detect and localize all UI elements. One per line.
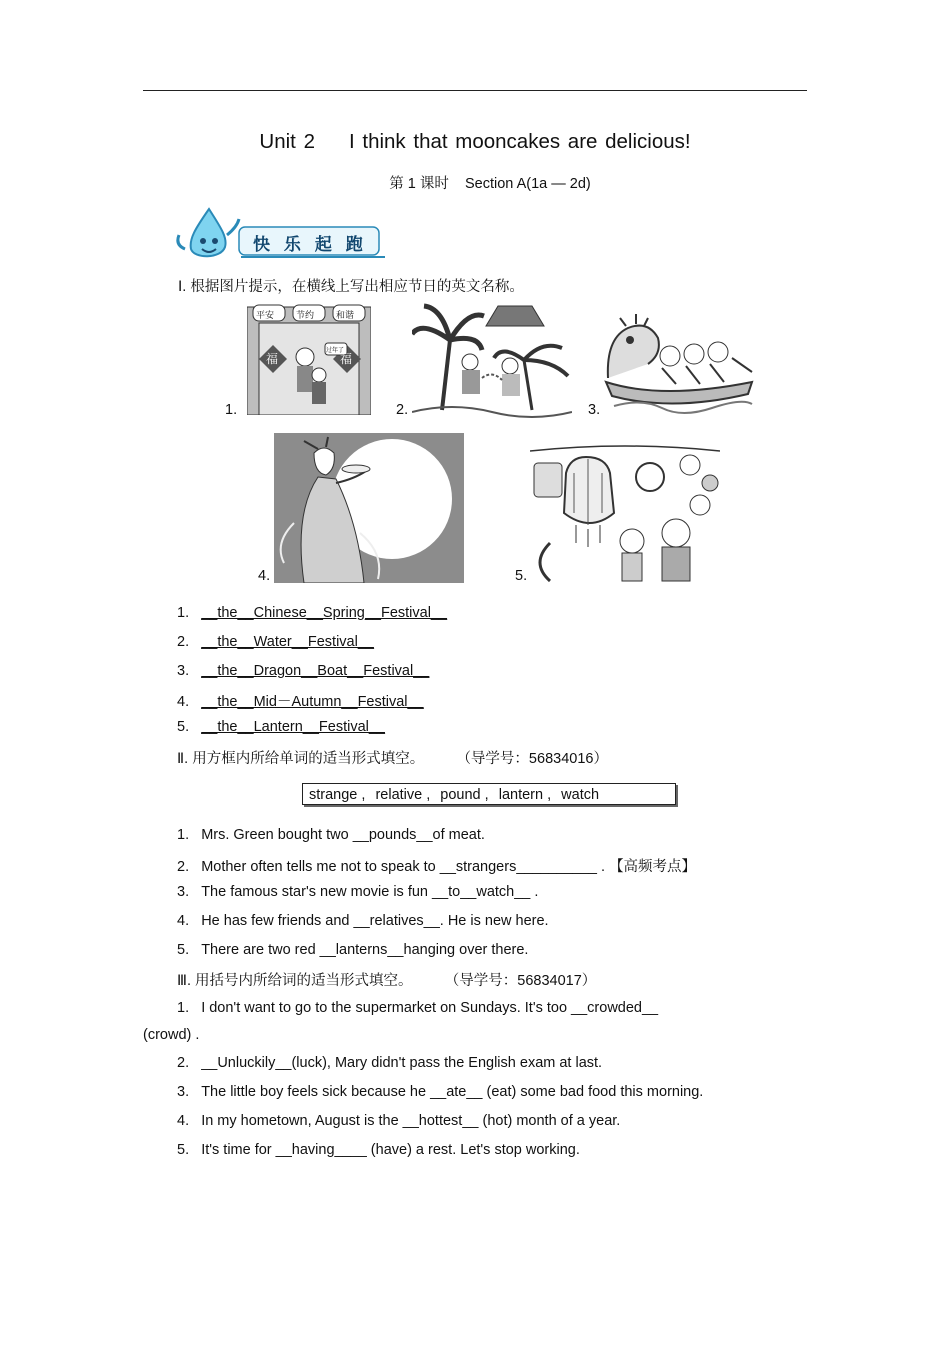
picture-number: 5. — [515, 568, 528, 584]
picture-mid-autumn — [274, 433, 464, 583]
answer-text[interactable]: __the__Dragon__Boat__Festival__ — [201, 663, 430, 679]
answer-row: 3. __the__Dragon__Boat__Festival__ — [177, 663, 430, 679]
exercise-row: 2. __Unluckily__(luck), Mary didn't pass the English exam at last. — [177, 1055, 603, 1071]
picture-lantern-festival — [530, 443, 720, 583]
banner-label: 快 乐 起 跑 — [253, 235, 367, 255]
exercise-row: 2. Mother often tells me not to speak to __strangers__________ . 【高频考点】 — [177, 859, 697, 875]
exercise-row: 4. In my hometown, August is the __hottest__ (hot) month of a year. — [177, 1113, 621, 1129]
exercise-text[interactable]: In my hometown, August is the __hottest__ (hot) month of a year. — [201, 1113, 621, 1129]
exercise-row: 5. There are two red __lanterns__hanging over there. — [177, 942, 529, 958]
answer-row: 5. __the__Lantern__Festival__ — [177, 719, 385, 735]
header-rule — [143, 90, 807, 91]
exercise-row: 1. Mrs. Green bought two __pounds__of meat. — [177, 827, 485, 843]
exercise-text[interactable]: Mother often tells me not to speak to __strangers__________ . — [201, 859, 606, 875]
picture-water-festival — [412, 300, 572, 418]
exercise-text[interactable]: It's time for __having____ (have) a rest. Let's stop working. — [201, 1142, 580, 1158]
guide-number: （导学号：56834016） — [456, 751, 608, 767]
exercise-row: 3. The little boy feels sick because he __ate__ (eat) some bad food this morning. — [177, 1084, 704, 1100]
exercise-text[interactable]: __Unluckily__(luck), Mary didn't pass the English exam at last. — [201, 1055, 603, 1071]
exercise-text[interactable]: Mrs. Green bought two __pounds__of meat. — [201, 827, 485, 843]
exercise-row: 4. He has few friends and __relatives__. He is new here. — [177, 913, 549, 929]
part3-heading: Ⅲ. 用括号内所给词的适当形式填空。 （导学号：56834017） — [177, 973, 597, 989]
frequency-tag: 【高频考点】 — [609, 859, 697, 875]
exercise-continuation: (crowd) . — [143, 1027, 200, 1043]
answer-text[interactable]: __the__Lantern__Festival__ — [201, 719, 385, 735]
picture-number: 2. — [396, 402, 409, 418]
unit-label: Unit 2 — [259, 130, 315, 153]
word-option: pound , — [440, 787, 489, 803]
picture-spring-festival: 平安 节约 和谐 福 福 过年了 — [247, 303, 371, 415]
exercise-text[interactable]: He has few friends and __relatives__. He is new here. — [201, 913, 549, 929]
picture-number: 1. — [225, 402, 238, 418]
answer-row: 4. __the__Mid－Autumn__Festival__ — [177, 694, 424, 710]
exercise-text[interactable]: There are two red __lanterns__hanging over there. — [201, 942, 529, 958]
picture-number: 3. — [588, 402, 601, 418]
exercise-text[interactable]: I don't want to go to the supermarket on Sundays. It's too __crowded__ — [201, 1000, 659, 1016]
exercise-row: 5. It's time for __having____ (have) a rest. Let's stop working. — [177, 1142, 580, 1158]
picture-dragon-boat — [602, 308, 757, 416]
answer-row: 1. __the__Chinese__Spring__Festival__ — [177, 605, 448, 621]
word-option: lantern , — [498, 787, 552, 803]
word-option: relative , — [375, 787, 431, 803]
exercise-row: 1. I don't want to go to the supermarket on Sundays. It's too __crowded__ — [177, 1000, 659, 1016]
exercise-row: 3. The famous star's new movie is fun __to__watch__ . — [177, 884, 539, 900]
word-option: strange , — [309, 787, 366, 803]
answer-text[interactable]: __the__Chinese__Spring__Festival__ — [201, 605, 448, 621]
part2-heading: Ⅱ. 用方框内所给单词的适当形式填空。 （导学号：56834016） — [177, 751, 608, 767]
answer-text[interactable]: __the__Water__Festival__ — [201, 634, 374, 650]
guide-number: （导学号：56834017） — [444, 973, 597, 989]
section-banner — [175, 205, 390, 265]
page-title — [0, 130, 950, 154]
exercise-text[interactable]: The little boy feels sick because he __ate__ (eat) some bad food this morning. — [201, 1084, 704, 1100]
unit-title: I think that mooncakes are delicious! — [348, 130, 691, 153]
word-box — [302, 783, 676, 805]
answer-row: 2. __the__Water__Festival__ — [177, 634, 374, 650]
page-subtitle: 第 1 课时 Section A(1a — 2d) — [389, 176, 591, 192]
picture-number: 4. — [258, 568, 271, 584]
part1-heading: Ⅰ. 根据图片提示，在横线上写出相应节日的英文名称。 — [178, 279, 524, 295]
answer-text[interactable]: __the__Mid－Autumn__Festival__ — [201, 694, 424, 710]
exercise-text[interactable]: The famous star's new movie is fun __to__watch__ . — [201, 884, 539, 900]
word-option: watch — [561, 787, 600, 803]
